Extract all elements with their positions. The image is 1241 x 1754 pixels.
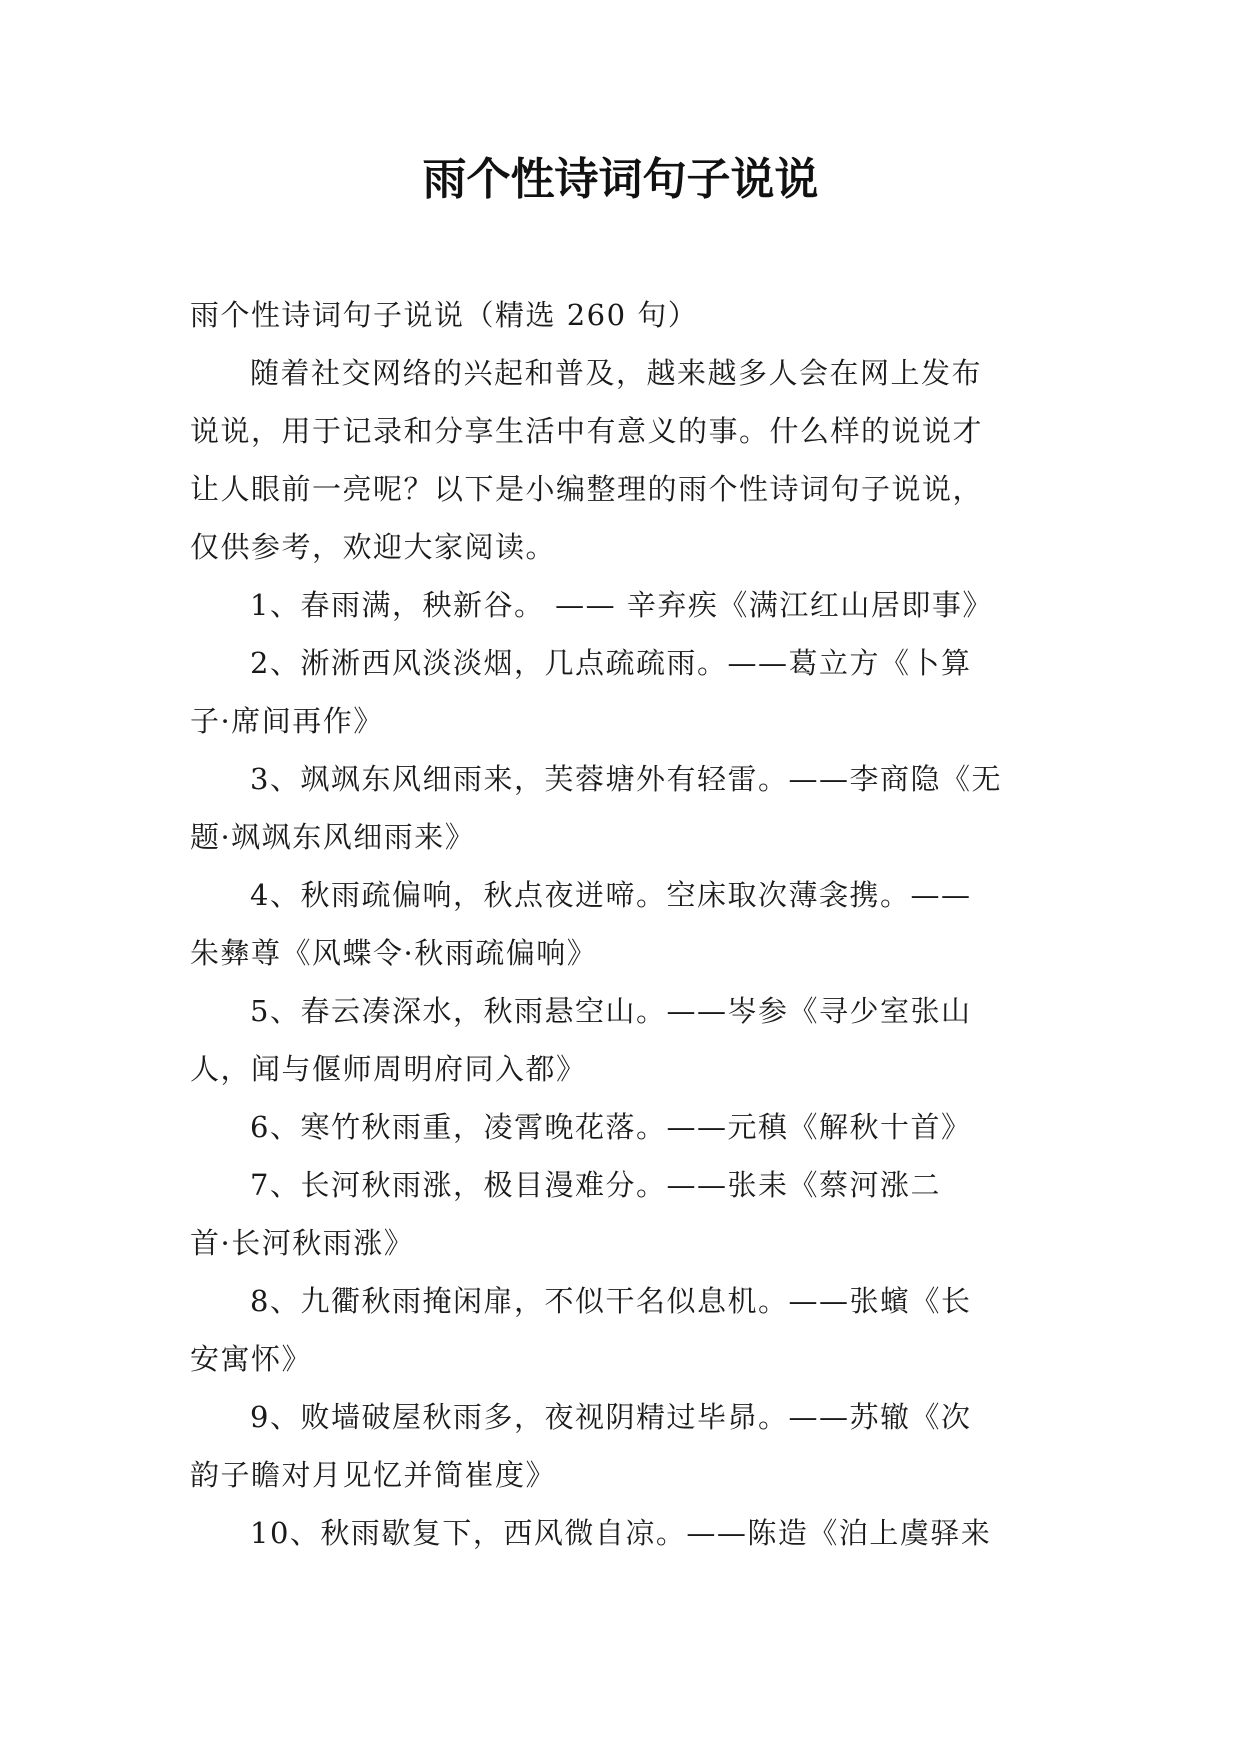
- text-line: 随着社交网络的兴起和普及，越来越多人会在网上发布: [250, 356, 983, 390]
- text-line: 让人眼前一亮呢？以下是小编整理的雨个性诗词句子说说，: [190, 472, 984, 506]
- text-line: 仅供参考，欢迎大家阅读。: [190, 530, 557, 564]
- text-line: 6、寒竹秋雨重，凌霄晚花落。——元稹《解秋十首》: [250, 1110, 972, 1144]
- text-line: 题·飒飒东风细雨来》: [190, 820, 476, 854]
- text-line: 3、飒飒东风细雨来，芙蓉塘外有轻雷。——李商隐《无: [250, 762, 1002, 796]
- text-line: 子·席间再作》: [190, 704, 384, 738]
- text-line: 雨个性诗词句子说说（精选 260 句）: [190, 298, 699, 332]
- text-line: 人，闻与偃师周明府同入都》: [190, 1052, 587, 1086]
- text-line: 10、秋雨歇复下，西风微自凉。——陈造《泊上虞驿来: [250, 1516, 992, 1550]
- text-line: 9、败墙破屋秋雨多，夜视阴精过毕昴。——苏辙《次: [250, 1400, 972, 1434]
- text-line: 4、秋雨疏偏响，秋点夜迸啼。空床取次薄衾携。——: [250, 878, 972, 912]
- page-title: 雨个性诗词句子说说: [422, 154, 819, 205]
- text-line: 8、九衢秋雨掩闲扉，不似干名似息机。——张蠙《长: [250, 1284, 972, 1318]
- text-line: 7、长河秋雨涨，极目漫难分。——张耒《蔡河涨二: [250, 1168, 941, 1202]
- text-line: 说说，用于记录和分享生活中有意义的事。什么样的说说才: [190, 414, 984, 448]
- text-line: 朱彝尊《风蝶令·秋雨疏偏响》: [190, 936, 598, 970]
- text-line: 5、春云凑深水，秋雨悬空山。——岑参《寻少室张山: [250, 994, 972, 1028]
- text-line: 1、春雨满，秧新谷。 —— 辛弃疾《满江红山居即事》: [250, 588, 993, 622]
- text-line: 2、淅淅西风淡淡烟，几点疏疏雨。——葛立方《卜算: [250, 646, 972, 680]
- text-line: 安寓怀》: [190, 1342, 313, 1376]
- text-line: 韵子瞻对月见忆并简崔度》: [190, 1458, 557, 1492]
- document-body: [190, 286, 1052, 1562]
- text-line: 首·长河秋雨涨》: [190, 1226, 415, 1260]
